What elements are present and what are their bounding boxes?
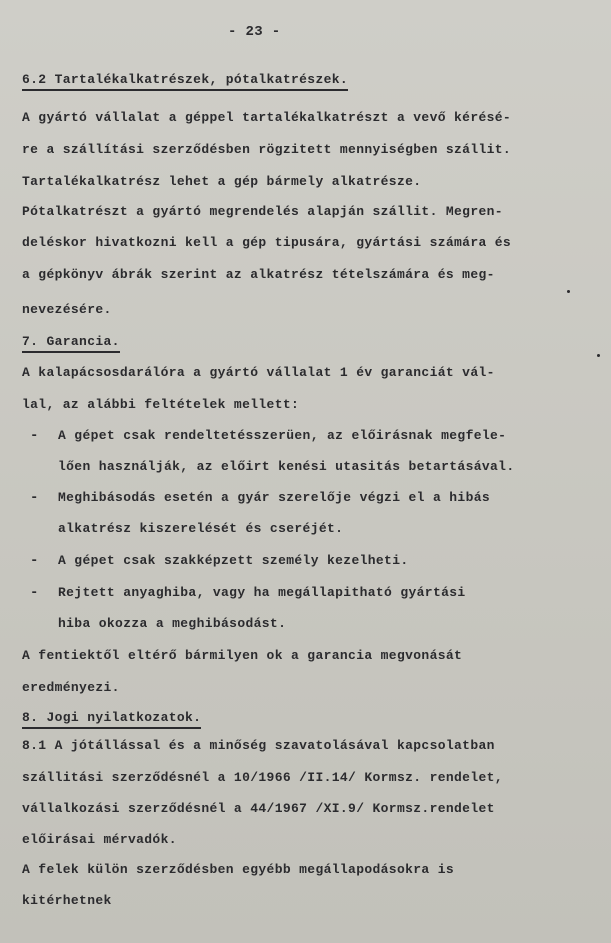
bullet-dash: - — [30, 490, 39, 506]
paragraph-line: a gépkönyv ábrák szerint az alkatrész tételszámára és meg- — [22, 267, 495, 282]
paragraph-line: kitérhetnek — [22, 893, 112, 908]
bullet-dash: - — [30, 428, 39, 444]
page-number: - 23 - — [228, 24, 281, 40]
bullet-line: A gépet csak rendeltetésszerüen, az előirásnak megfele- — [58, 428, 507, 443]
paragraph-line: deléskor hivatkozni kell a gép tipusára, gyártási számára és — [22, 235, 512, 250]
paragraph-line: előirásai mérvadók. — [22, 832, 177, 847]
bullet-dash: - — [30, 553, 39, 569]
bullet-line: A gépet csak szakképzett személy kezelheti. — [58, 553, 409, 568]
paragraph-line: eredményezi. — [22, 680, 120, 695]
section-heading-spare-parts: 6.2 Tartalékalkatrészek, pótalkatrészek. — [22, 72, 348, 91]
bullet-dash: - — [30, 585, 39, 601]
paragraph-line: re a szállítási szerződésben rögzitett mennyiségben szállit. — [22, 142, 512, 157]
paragraph-line: lal, az alábbi feltételek mellett: — [22, 397, 300, 412]
paragraph-line: A felek külön szerződésben egyébb megállapodásokra is — [22, 862, 455, 877]
paragraph-line: Pótalkatrészt a gyártó megrendelés alapján szállit. Megren- — [22, 204, 503, 219]
paragraph-line: szállitási szerződésnél a 10/1966 /II.14/ Kormsz. rendelet, — [22, 770, 503, 785]
section-heading-guarantee: 7. Garancia. — [22, 334, 120, 353]
paragraph-line: 8.1 A jótállással és a minőség szavatolásával kapcsolatban — [22, 738, 495, 753]
ink-dot-mark — [597, 354, 600, 357]
paragraph-line: Tartalékalkatrész lehet a gép bármely alkatrésze. — [22, 174, 422, 189]
bullet-line: Rejtett anyaghiba, vagy ha megállapitható gyártási — [58, 585, 466, 600]
paragraph-line: A kalapácsosdarálóra a gyártó vállalat 1 év garanciát vál- — [22, 365, 495, 380]
bullet-line: Meghibásodás esetén a gyár szerelője végzi el a hibás — [58, 490, 491, 505]
bullet-line: lően használják, az előirt kenési utasitás betartásával. — [58, 459, 515, 474]
ink-dot-mark — [567, 290, 570, 293]
paragraph-line: A fentiektől eltérő bármilyen ok a garancia megvonását — [22, 648, 463, 663]
paragraph-line: vállalkozási szerződésnél a 44/1967 /XI.9/ Kormsz.rendelet — [22, 801, 495, 816]
paragraph-line: nevezésére. — [22, 302, 112, 317]
paragraph-line: A gyártó vállalat a géppel tartalékalkatrészt a vevő kérésé- — [22, 110, 512, 125]
section-heading-legal: 8. Jogi nyilatkozatok. — [22, 710, 201, 729]
bullet-line: alkatrész kiszerelését és cseréjét. — [58, 521, 344, 536]
bullet-line: hiba okozza a meghibásodást. — [58, 616, 287, 631]
